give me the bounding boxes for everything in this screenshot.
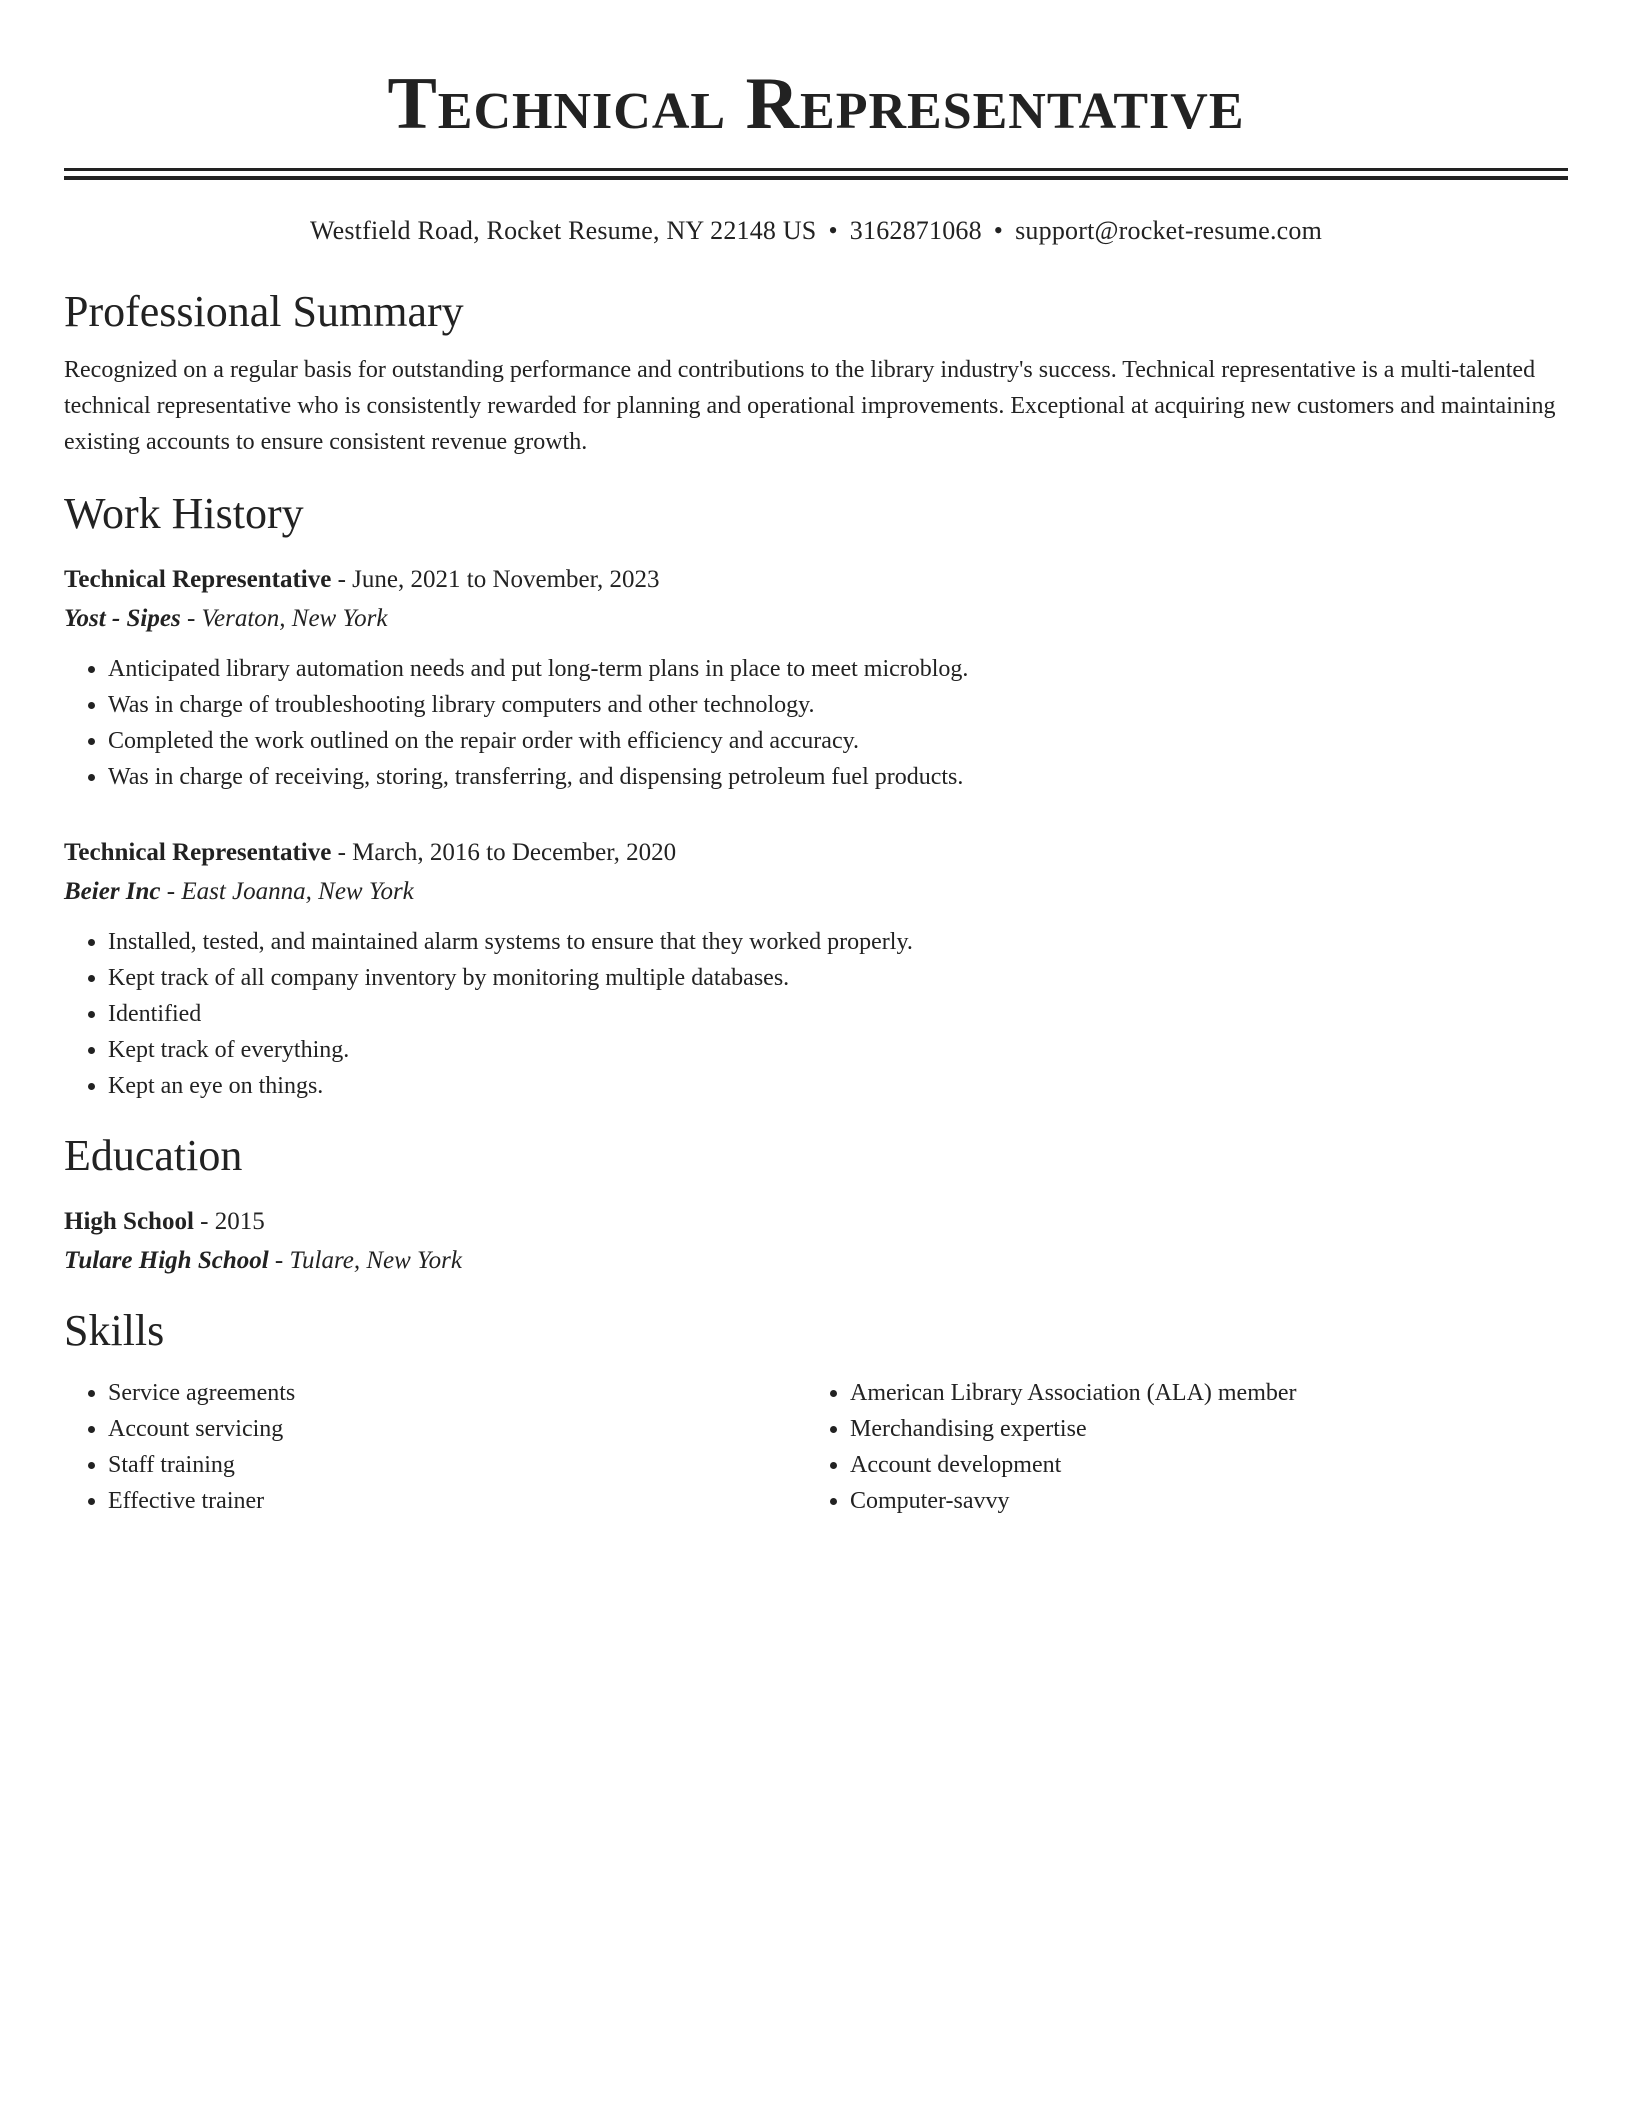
job-company-line [64, 874, 1568, 910]
list-item: • Account servicing [108, 1411, 806, 1447]
education-degree: High School [64, 1208, 194, 1235]
job-company: Yost - Sipes [64, 605, 181, 632]
job-title: Technical Representative [64, 839, 332, 866]
skills-heading: Skills [64, 1306, 165, 1355]
list-item: • Completed the work outlined on the repair order with efficiency and accuracy. [108, 723, 1568, 759]
list-item: • Was in charge of troubleshooting library computers and other technology. [108, 687, 1568, 723]
job-location: - Veraton, New York [180, 605, 388, 632]
contact-separator: • [828, 216, 838, 245]
contact-line [64, 214, 1568, 248]
job-entry [64, 562, 1568, 795]
job-company-line [64, 601, 1568, 637]
education-location: - Tulare, New York [268, 1247, 462, 1274]
list-item: • Staff training [108, 1447, 806, 1483]
job-title: Technical Representative [64, 566, 332, 593]
contact-address: Westfield Road, Rocket Resume, NY 22148 US [309, 216, 817, 245]
title-rule-bottom [64, 176, 1568, 180]
list-item: • American Library Association (ALA) member [850, 1375, 1548, 1411]
job-dates: - June, 2021 to November, 2023 [331, 566, 660, 593]
job-dates: - March, 2016 to December, 2020 [331, 839, 677, 866]
job-location: - East Joanna, New York [160, 878, 414, 905]
list-item: • Effective trainer [108, 1483, 806, 1519]
resume-title: Technical Representative [387, 63, 1245, 145]
contact-email[interactable]: support@rocket-resume.com [1015, 216, 1323, 245]
list-item: • Merchandising expertise [850, 1411, 1548, 1447]
contact-separator: • [993, 216, 1004, 245]
skills-columns [64, 1375, 1568, 1519]
list-item: • Installed, tested, and maintained alarm systems to ensure that they worked properly. [108, 924, 1568, 960]
education-degree-line [64, 1204, 1568, 1240]
job-title-line [64, 562, 1568, 598]
list-item: • Kept an eye on things. [108, 1068, 1568, 1104]
list-item: • Anticipated library automation needs and put long-term plans in place to meet microblog. [108, 651, 1568, 687]
list-item: • Identified [108, 996, 1568, 1032]
contact-phone: 3162871068 [849, 216, 982, 245]
summary-heading: Professional Summary [64, 287, 464, 336]
summary-text: Recognized on a regular basis for outstanding performance and contributions to the library industry's success. Technical representative is a multi-talented technical representative who is consistently rewarded for planning and operational improvements. Exceptional at acquiring new customers and maintaining existing accounts to ensure consistent revenue growth. [64, 357, 1556, 455]
skills-list-right [806, 1375, 1548, 1519]
education-school-line [64, 1243, 1568, 1279]
list-item: • Computer-savvy [850, 1483, 1548, 1519]
title-rule-top [64, 168, 1568, 171]
job-duties-list [64, 651, 1568, 795]
job-title-line [64, 835, 1568, 871]
education-school: Tulare High School [64, 1247, 269, 1274]
job-entry [64, 835, 1568, 1104]
education-heading: Education [64, 1131, 243, 1180]
job-duties-list [64, 924, 1568, 1104]
list-item: • Account development [850, 1447, 1548, 1483]
resume-page [64, 0, 1568, 1519]
skills-list-left [64, 1375, 806, 1519]
job-company: Beier Inc [64, 878, 161, 905]
list-item: • Service agreements [108, 1375, 806, 1411]
list-item: • Kept track of all company inventory by monitoring multiple databases. [108, 960, 1568, 996]
list-item: • Kept track of everything. [108, 1032, 1568, 1068]
list-item: • Was in charge of receiving, storing, transferring, and dispensing petroleum fuel products. [108, 759, 1568, 795]
education-year: - 2015 [193, 1208, 265, 1235]
work-history-heading: Work History [64, 489, 304, 538]
